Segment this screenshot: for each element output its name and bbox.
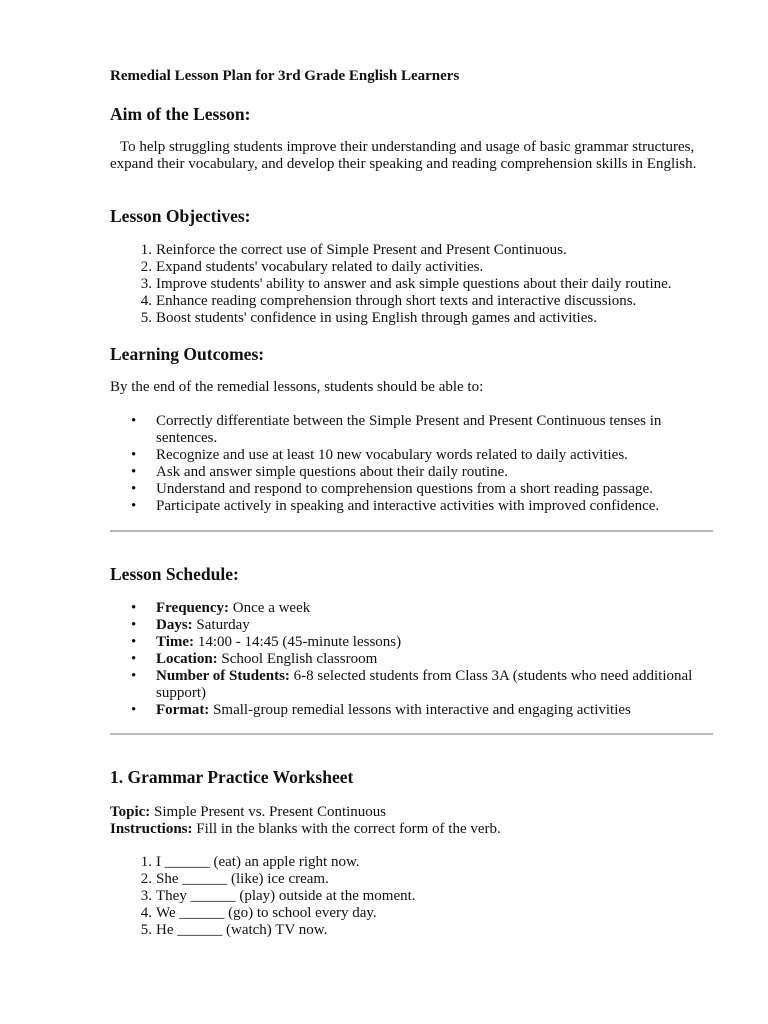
objective-item: 1. Reinforce the correct use of Simple Present and Present Continuous. [140,242,567,258]
schedule-value: Saturday [196,617,250,633]
outcomes-intro: By the end of the remedial lessons, students should be able to: [110,379,484,395]
objective-text: Improve students' ability to answer and ask simple questions about their daily routine. [156,276,672,292]
bullet-icon: • [131,447,137,463]
outcome-item [110,413,722,447]
aim-text: To help struggling students improve their understanding and usage of basic grammar structures, expand their vocabulary, and develop their speaking and reading comprehension skills in English. [110,139,697,172]
objective-item: 2. Expand students' vocabulary related to daily activities. [140,259,484,275]
instructions-label: Instructions: [110,821,193,837]
bullet-icon: • [131,481,137,497]
section-divider [110,530,713,532]
objective-text: Boost students' confidence in using English through games and activities. [156,310,597,326]
objective-item: 3. Improve students' ability to answer and ask simple questions about their daily routine. [140,276,672,292]
schedule-label: Location: [156,651,218,667]
bullet-icon: • [131,702,137,718]
objective-text: Reinforce the correct use of Simple Present and Present Continuous. [156,242,567,258]
outcome-text: Participate actively in speaking and interactive activities with improved confidence. [156,498,660,514]
schedule-list [110,600,722,719]
aim-heading: Aim of the Lesson: [110,104,251,124]
outcome-item [110,447,722,464]
schedule-label: Number of Students: [156,668,290,684]
outcome-item [110,498,722,515]
schedule-item-location [110,651,722,668]
bullet-icon: • [131,651,137,667]
bullet-icon: • [131,634,137,650]
outcomes-list [110,413,722,515]
worksheet-topic [110,804,722,821]
worksheet-heading: 1. Grammar Practice Worksheet [110,767,354,787]
bullet-icon: • [131,498,137,514]
exercise-text: I ______ (eat) an apple right now. [156,854,360,870]
exercise-item: 2. She ______ (like) ice cream. [140,871,329,887]
outcome-text: Recognize and use at least 10 new vocabulary words related to daily activities. [156,447,628,463]
bullet-icon: • [131,600,137,616]
schedule-value: 6-8 selected students from Class 3A (students who need additional support) [156,668,693,701]
outcome-text: Ask and answer simple questions about their daily routine. [156,464,509,480]
schedule-item-frequency [110,600,722,617]
worksheet-instructions [110,821,722,838]
objective-text: Enhance reading comprehension through short texts and interactive discussions. [156,293,637,309]
exercise-item: 5. He ______ (watch) TV now. [140,922,328,938]
bullet-icon: • [131,617,137,633]
section-divider [110,733,713,735]
schedule-label: Frequency: [156,600,230,616]
exercise-item: 3. They ______ (play) outside at the moment. [140,888,416,904]
schedule-item-days [110,617,722,634]
exercise-text: She ______ (like) ice cream. [156,871,329,887]
schedule-item-format [110,702,722,719]
objective-text: Expand students' vocabulary related to daily activities. [156,259,484,275]
outcomes-heading: Learning Outcomes: [110,344,265,364]
outcome-text: Correctly differentiate between the Simple Present and Present Continuous tenses in sentences. [156,413,662,446]
bullet-icon: • [131,464,137,480]
schedule-label: Days: [156,617,193,633]
exercise-item: 4. We ______ (go) to school every day. [140,905,377,921]
exercise-item: 1. I ______ (eat) an apple right now. [140,854,360,870]
exercise-text: He ______ (watch) TV now. [156,922,328,938]
document-title: Remedial Lesson Plan for 3rd Grade English Learners [110,68,460,84]
objectives-heading: Lesson Objectives: [110,206,251,226]
worksheet-exercises [110,854,722,939]
schedule-value: School English classroom [221,651,378,667]
topic-value: Simple Present vs. Present Continuous [154,804,387,820]
exercise-text: We ______ (go) to school every day. [156,905,377,921]
schedule-label: Time: [156,634,195,650]
topic-label: Topic: [110,804,151,820]
outcome-item [110,481,722,498]
outcome-item [110,464,722,481]
bullet-icon: • [131,668,137,684]
schedule-heading: Lesson Schedule: [110,564,239,584]
schedule-value: 14:00 - 14:45 (45-minute lessons) [197,634,402,650]
schedule-item-time [110,634,722,651]
exercise-text: They ______ (play) outside at the moment. [156,888,416,904]
outcome-text: Understand and respond to comprehension questions from a short reading passage. [156,481,653,497]
objective-item: 5. Boost students' confidence in using English through games and activities. [140,310,597,326]
schedule-item-students [110,668,722,702]
schedule-value: Once a week [232,600,311,616]
instructions-value: Fill in the blanks with the correct form of the verb. [196,821,501,837]
schedule-value: Small-group remedial lessons with interactive and engaging activities [213,702,631,718]
bullet-icon: • [131,413,137,429]
objective-item: 4. Enhance reading comprehension through short texts and interactive discussions. [140,293,637,309]
objectives-list [110,242,722,327]
schedule-label: Format: [156,702,210,718]
